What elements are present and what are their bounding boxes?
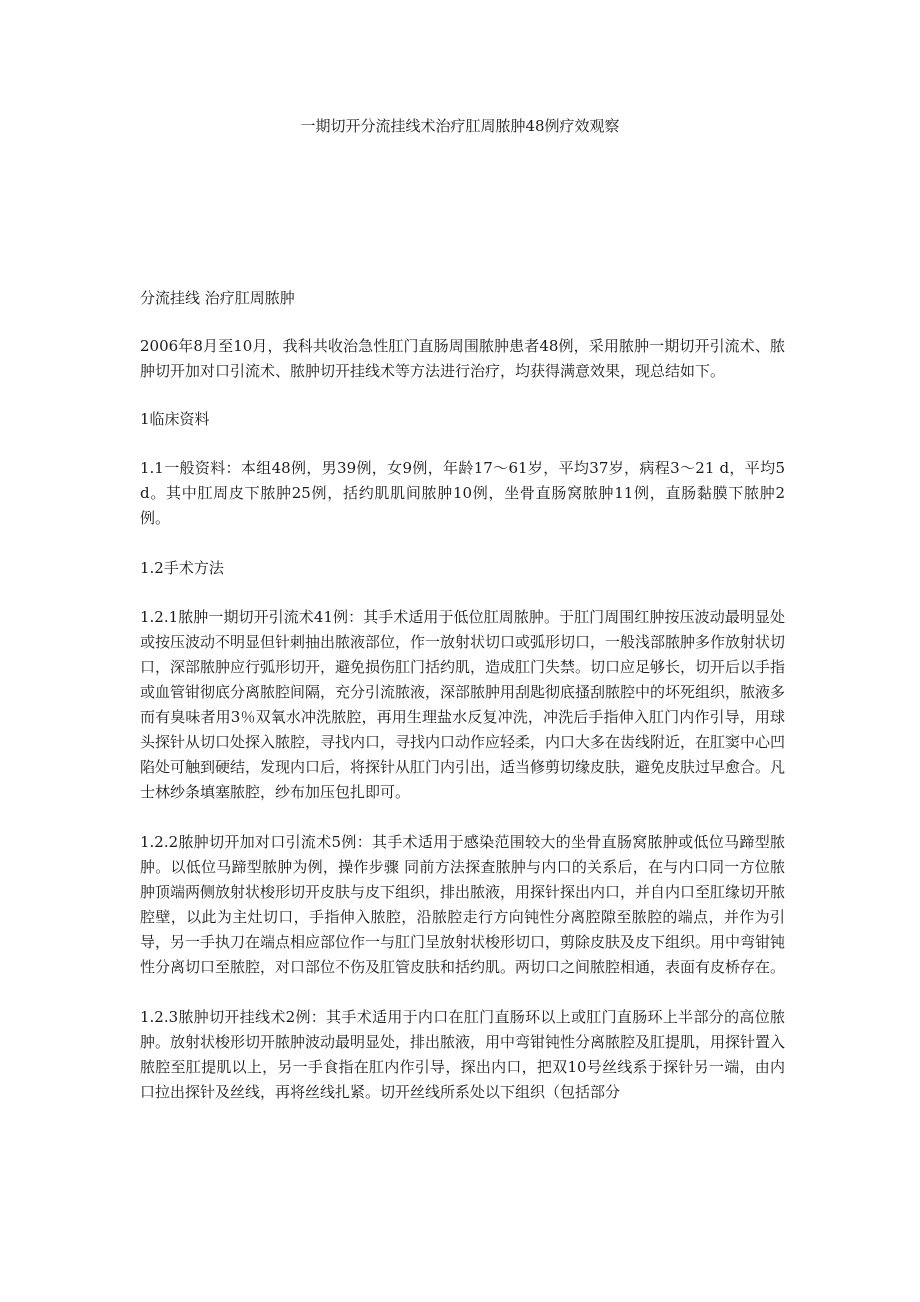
document-title: 一期切开分流挂线术治疗肛周脓肿48例疗效观察 bbox=[300, 117, 620, 135]
document-body bbox=[140, 286, 785, 1130]
keywords-line: 分流挂线 治疗肛周脓肿 bbox=[140, 289, 295, 307]
paragraph-method-3: 1.2.3脓肿切开挂线术2例：其手术适用于内口在肛门直肠环以上或肛门直肠环上半部分的高位脓肿。放射状梭形切开脓肿波动最明显处，排出脓液，用中弯钳钝性分离脓腔及肛提肌，用探针置入脓腔至肛提肌以上，另一手食指在肛内作引导，探出内口，把双10号丝线系于探针另一端，由内口拉出探针及丝线，再将丝线扎紧。切开丝线所系处以下组织（包括部分 bbox=[140, 1008, 786, 1101]
section-heading-surgical-methods: 1.2手术方法 bbox=[140, 559, 224, 577]
section-heading-clinical-data: 1临床资料 bbox=[140, 410, 210, 428]
paragraph-method-1: 1.2.1脓肿一期切开引流术41例：其手术适用于低位肛周脓肿。于肛门周围红肿按压波动最明显处或按压波动不明显但针刺抽出脓液部位，作一放射状切口或弧形切口，一般浅部脓肿多作放射状切口，深部脓肿应行弧形切开，避免损伤肛门括约肌，造成肛门失禁。切口应足够长，切开后以手指或血管钳彻底分离脓腔间隔，充分引流脓液，深部脓肿用刮匙彻底搔刮脓腔中的坏死组织，脓液多而有臭味者用3％双氧水冲洗脓腔，再用生理盐水反复冲洗，冲洗后手指伸入肛门内作引导，用球头探针从切口处探入脓腔，寻找内口，寻找内口动作应轻柔，内口大多在齿线附近，在肛窦中心凹陷处可触到硬结，发现内口后，将探针从肛门内引出，适当修剪切缘皮肤，避免皮肤过早愈合。凡士林纱条填塞脓腔，纱布加压包扎即可。 bbox=[140, 608, 786, 801]
intro-paragraph: 2006年8月至10月，我科共收治急性肛门直肠周围脓肿患者48例，采用脓肿一期切开引流术、脓肿切开加对口引流术、脓肿切开挂线术等方法进行治疗，均获得满意效果，现总结如下。 bbox=[140, 337, 785, 380]
paragraph-general-data: 1.1一般资料：本组48例，男39例，女9例，年龄17～61岁，平均37岁，病程3～21 d，平均5 d。其中肛周皮下脓肿25例，括约肌肌间脓肿10例，坐骨直肠窝脓肿11例，直肠黏膜下脓肿2例。 bbox=[140, 459, 785, 527]
paragraph-method-2: 1.2.2脓肿切开加对口引流术5例：其手术适用于感染范围较大的坐骨直肠窝脓肿或低位马蹄型脓肿。以低位马蹄型脓肿为例，操作步骤 同前方法探查脓肿与内口的关系后，在与内口同一方位脓肿顶端两侧放射状梭形切开皮肤与皮下组织，排出脓液，用探针探出内口，并自内口至肛缘切开脓腔壁，以此为主灶切口，手指伸入脓腔，沿脓腔走行方向钝性分离腔隙至脓腔的端点，并作为引导，另一手执刀在端点相应部位作一与肛门呈放射状梭形切口，剪除皮肤及皮下组织。用中弯钳钝性分离切口至脓腔，对口部位不伤及肛管皮肤和括约肌。两切口之间脓腔相通，表面有皮桥存在。 bbox=[140, 833, 786, 976]
